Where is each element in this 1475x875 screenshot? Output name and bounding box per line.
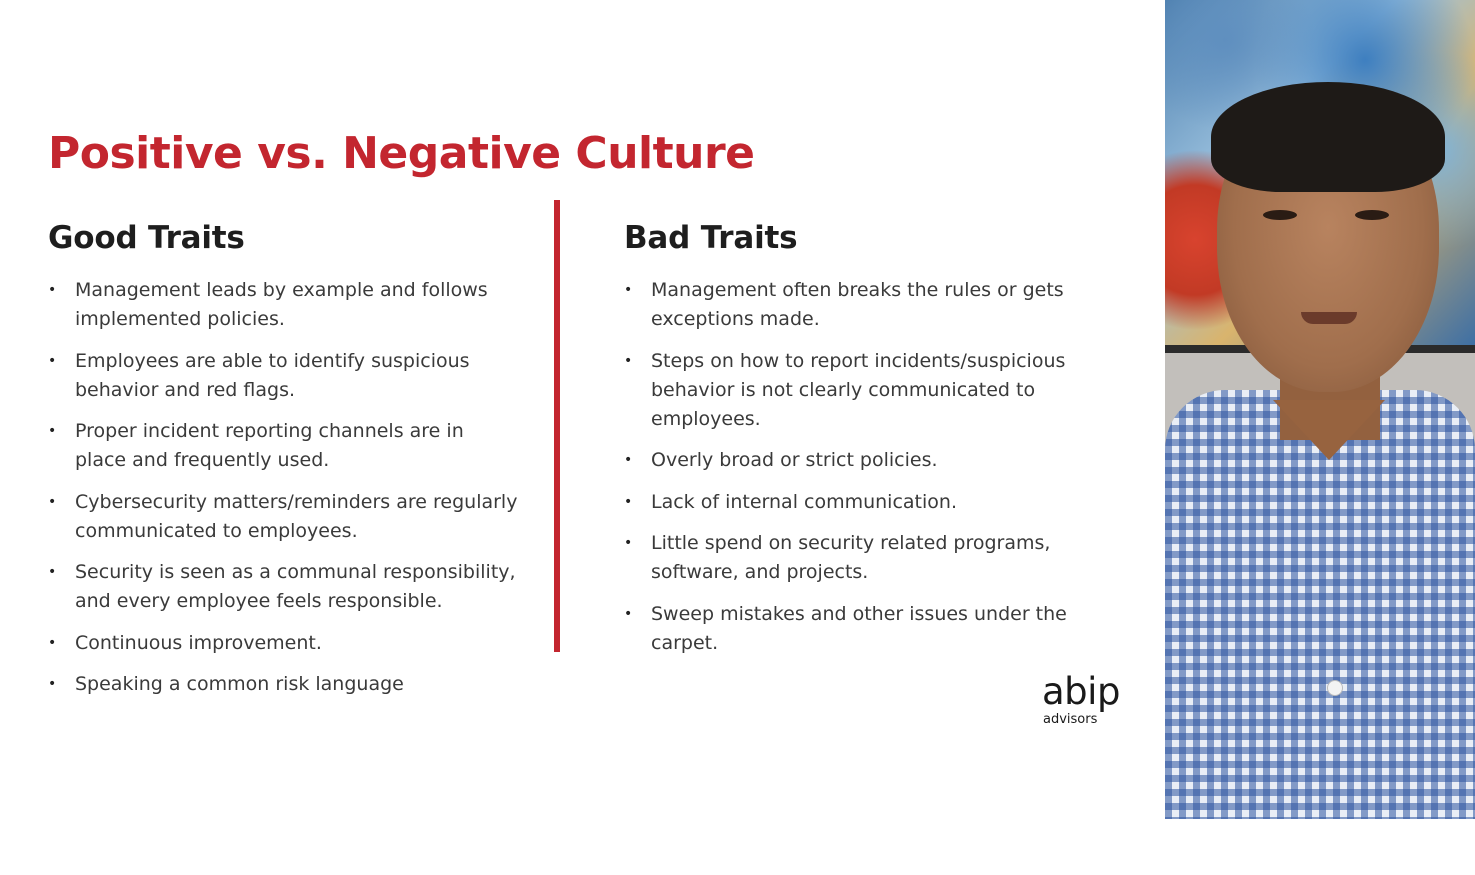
- bad-trait-item: • Sweep mistakes and other issues under the carpet.: [624, 600, 1094, 658]
- bad-trait-item: • Management often breaks the rules or gets exceptions made.: [624, 276, 1094, 334]
- bad-trait-item: • Lack of internal communication.: [624, 488, 1094, 517]
- slide-title: Positive vs. Negative Culture: [48, 128, 755, 179]
- bad-traits-column: [624, 220, 1094, 670]
- bad-trait-item: • Steps on how to report incidents/suspicious behavior is not clearly communicated to employees.: [624, 347, 1094, 434]
- presenter-mouth: [1301, 312, 1357, 324]
- good-trait-item: • Cybersecurity matters/reminders are regularly communicated to employees.: [48, 488, 518, 546]
- logo-wordmark: abip: [1042, 670, 1120, 713]
- bad-traits-heading: Bad Traits: [624, 220, 798, 256]
- presenter-collar: [1273, 400, 1385, 460]
- shirt-button: [1327, 680, 1343, 696]
- abip-logo: [1042, 670, 1142, 734]
- good-trait-item: • Employees are able to identify suspicious behavior and red flags.: [48, 347, 518, 405]
- good-traits-column: [48, 220, 518, 712]
- good-trait-item: • Continuous improvement.: [48, 629, 518, 658]
- good-traits-list: [48, 276, 518, 699]
- bad-traits-list: [624, 276, 1094, 658]
- good-trait-item: • Security is seen as a communal responsibility, and every employee feels responsible.: [48, 558, 518, 616]
- column-divider: [554, 200, 560, 652]
- presenter-eye-right: [1355, 210, 1389, 220]
- good-trait-item: • Speaking a common risk language: [48, 670, 518, 699]
- presenter-eye-left: [1263, 210, 1297, 220]
- presenter-video: [1165, 0, 1475, 819]
- logo-subtitle: advisors: [1043, 712, 1098, 727]
- good-trait-item: • Management leads by example and follows implemented policies.: [48, 276, 518, 334]
- presenter-hair: [1211, 82, 1445, 192]
- bad-trait-item: • Little spend on security related programs, software, and projects.: [624, 529, 1094, 587]
- bad-trait-item: • Overly broad or strict policies.: [624, 446, 1094, 475]
- good-traits-heading: Good Traits: [48, 220, 245, 256]
- good-trait-item: • Proper incident reporting channels are in place and frequently used.: [48, 417, 518, 475]
